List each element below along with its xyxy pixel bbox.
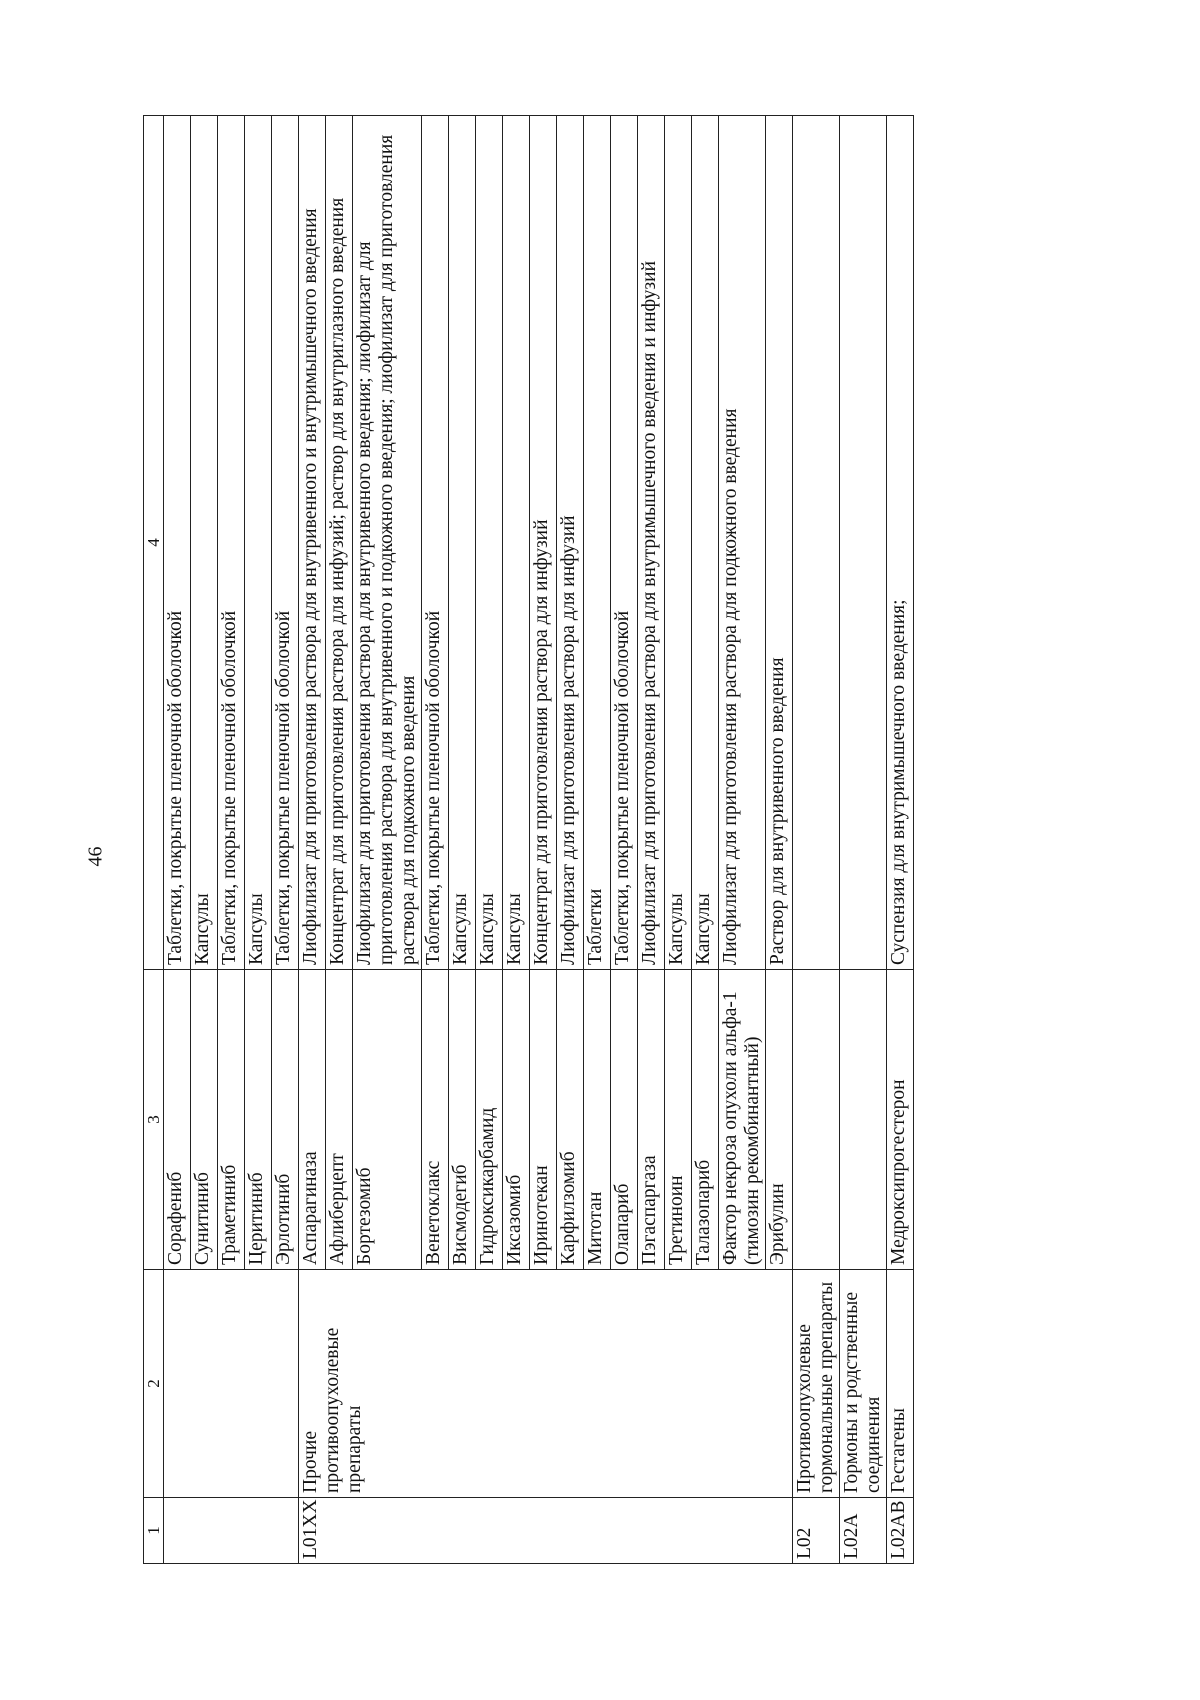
drug-name-cell: Третиноин <box>665 970 692 1270</box>
drug-name-cell: Фактор некроза опухоли альфа-1 (тимозин рекомбинантный) <box>719 970 766 1270</box>
drug-name-cell: Висмодегиб <box>449 970 476 1270</box>
page-number: 46 <box>84 846 107 867</box>
drug-table-container <box>143 116 1183 1564</box>
dosage-form-cell: Капсулы <box>665 116 692 970</box>
group-cell: Гормоны и родственные соединения <box>840 1270 887 1498</box>
drug-name-cell: Гидроксикарбамид <box>476 970 503 1270</box>
dosage-form-cell: Лиофилизат для приготовления раствора для инфузий <box>557 116 584 970</box>
dosage-form-cell <box>793 116 840 970</box>
dosage-form-cell: Лиофилизат для приготовления раствора для подкожного введения <box>719 116 766 970</box>
atc-code-cell: L02AB <box>887 1498 914 1564</box>
dosage-form-cell: Таблетки, покрытые пленочной оболочкой <box>611 116 638 970</box>
dosage-form-cell: Капсулы <box>245 116 272 970</box>
drug-name-cell: Траметиниб <box>218 970 245 1270</box>
dosage-form-cell: Лиофилизат для приготовления раствора для внутривенного введения; лиофилизат для приготовления раствора для внутривенного и подкожного введения; лиофилизат для приготовления раствора для подкожного введения <box>353 116 422 970</box>
dosage-form-cell <box>840 116 887 970</box>
header-row <box>144 116 164 1564</box>
drug-name-cell: Церитиниб <box>245 970 272 1270</box>
drug-name-cell: Карфилзомиб <box>557 970 584 1270</box>
drug-name-cell: Бортезомиб <box>353 970 422 1270</box>
drug-name-cell: Талазопариб <box>692 970 719 1270</box>
drug-name-cell: Иринотекан <box>530 970 557 1270</box>
dosage-form-cell: Лиофилизат для приготовления раствора для внутривенного и внутримышечного введения <box>299 116 326 970</box>
drug-name-cell: Сунитиниб <box>191 970 218 1270</box>
drug-name-cell: Олапариб <box>611 970 638 1270</box>
dosage-form-cell: Раствор для внутривенного введения <box>766 116 793 970</box>
dosage-form-cell: Таблетки, покрытые пленочной оболочкой <box>272 116 299 970</box>
atc-code-cell: L01XX <box>299 1498 793 1564</box>
dosage-form-cell: Концентрат для приготовления раствора для инфузий <box>530 116 557 970</box>
dosage-form-cell: Таблетки, покрытые пленочной оболочкой <box>422 116 449 970</box>
dosage-form-cell: Лиофилизат для приготовления раствора для внутримышечного введения и инфузий <box>638 116 665 970</box>
atc-code-cell: L02 <box>793 1498 840 1564</box>
drug-name-cell: Иксазомиб <box>503 970 530 1270</box>
table-row <box>164 116 191 1564</box>
dosage-form-cell: Таблетки <box>584 116 611 970</box>
drug-name-cell: Афлиберцепт <box>326 970 353 1270</box>
table-row <box>299 116 326 1564</box>
header-col-4: 4 <box>144 116 164 970</box>
dosage-form-cell: Таблетки, покрытые пленочной оболочкой <box>218 116 245 970</box>
atc-code-cell: L02A <box>840 1498 887 1564</box>
dosage-form-cell: Капсулы <box>476 116 503 970</box>
dosage-form-cell: Концентрат для приготовления раствора для инфузий; раствор для внутриглазного введения <box>326 116 353 970</box>
dosage-form-cell: Капсулы <box>191 116 218 970</box>
drug-name-cell: Венетоклакс <box>422 970 449 1270</box>
drug-name-cell: Митотан <box>584 970 611 1270</box>
group-cell: Прочие противоопухолевые препараты <box>299 1270 793 1498</box>
table-row <box>887 116 914 1564</box>
table-row <box>840 116 887 1564</box>
group-cell <box>164 1270 299 1498</box>
atc-code-cell <box>164 1498 299 1564</box>
dosage-form-cell: Суспензия для внутримышечного введения; <box>887 116 914 970</box>
dosage-form-cell: Капсулы <box>503 116 530 970</box>
header-col-2: 2 <box>144 1270 164 1498</box>
header-col-3: 3 <box>144 970 164 1270</box>
table-row <box>793 116 840 1564</box>
group-cell: Гестагены <box>887 1270 914 1498</box>
drug-name-cell: Эрлотиниб <box>272 970 299 1270</box>
dosage-form-cell: Таблетки, покрытые пленочной оболочкой <box>164 116 191 970</box>
header-col-1: 1 <box>144 1498 164 1564</box>
drug-name-cell <box>793 970 840 1270</box>
dosage-form-cell: Капсулы <box>692 116 719 970</box>
drug-name-cell: Аспарагиназа <box>299 970 326 1270</box>
drug-name-cell: Сорафениб <box>164 970 191 1270</box>
drug-table <box>143 115 914 1564</box>
drug-name-cell: Медроксипрогестерон <box>887 970 914 1270</box>
group-cell: Противоопухолевые гормональные препараты <box>793 1270 840 1498</box>
drug-name-cell <box>840 970 887 1270</box>
drug-name-cell: Пэгаспаргаза <box>638 970 665 1270</box>
dosage-form-cell: Капсулы <box>449 116 476 970</box>
drug-name-cell: Эрибулин <box>766 970 793 1270</box>
